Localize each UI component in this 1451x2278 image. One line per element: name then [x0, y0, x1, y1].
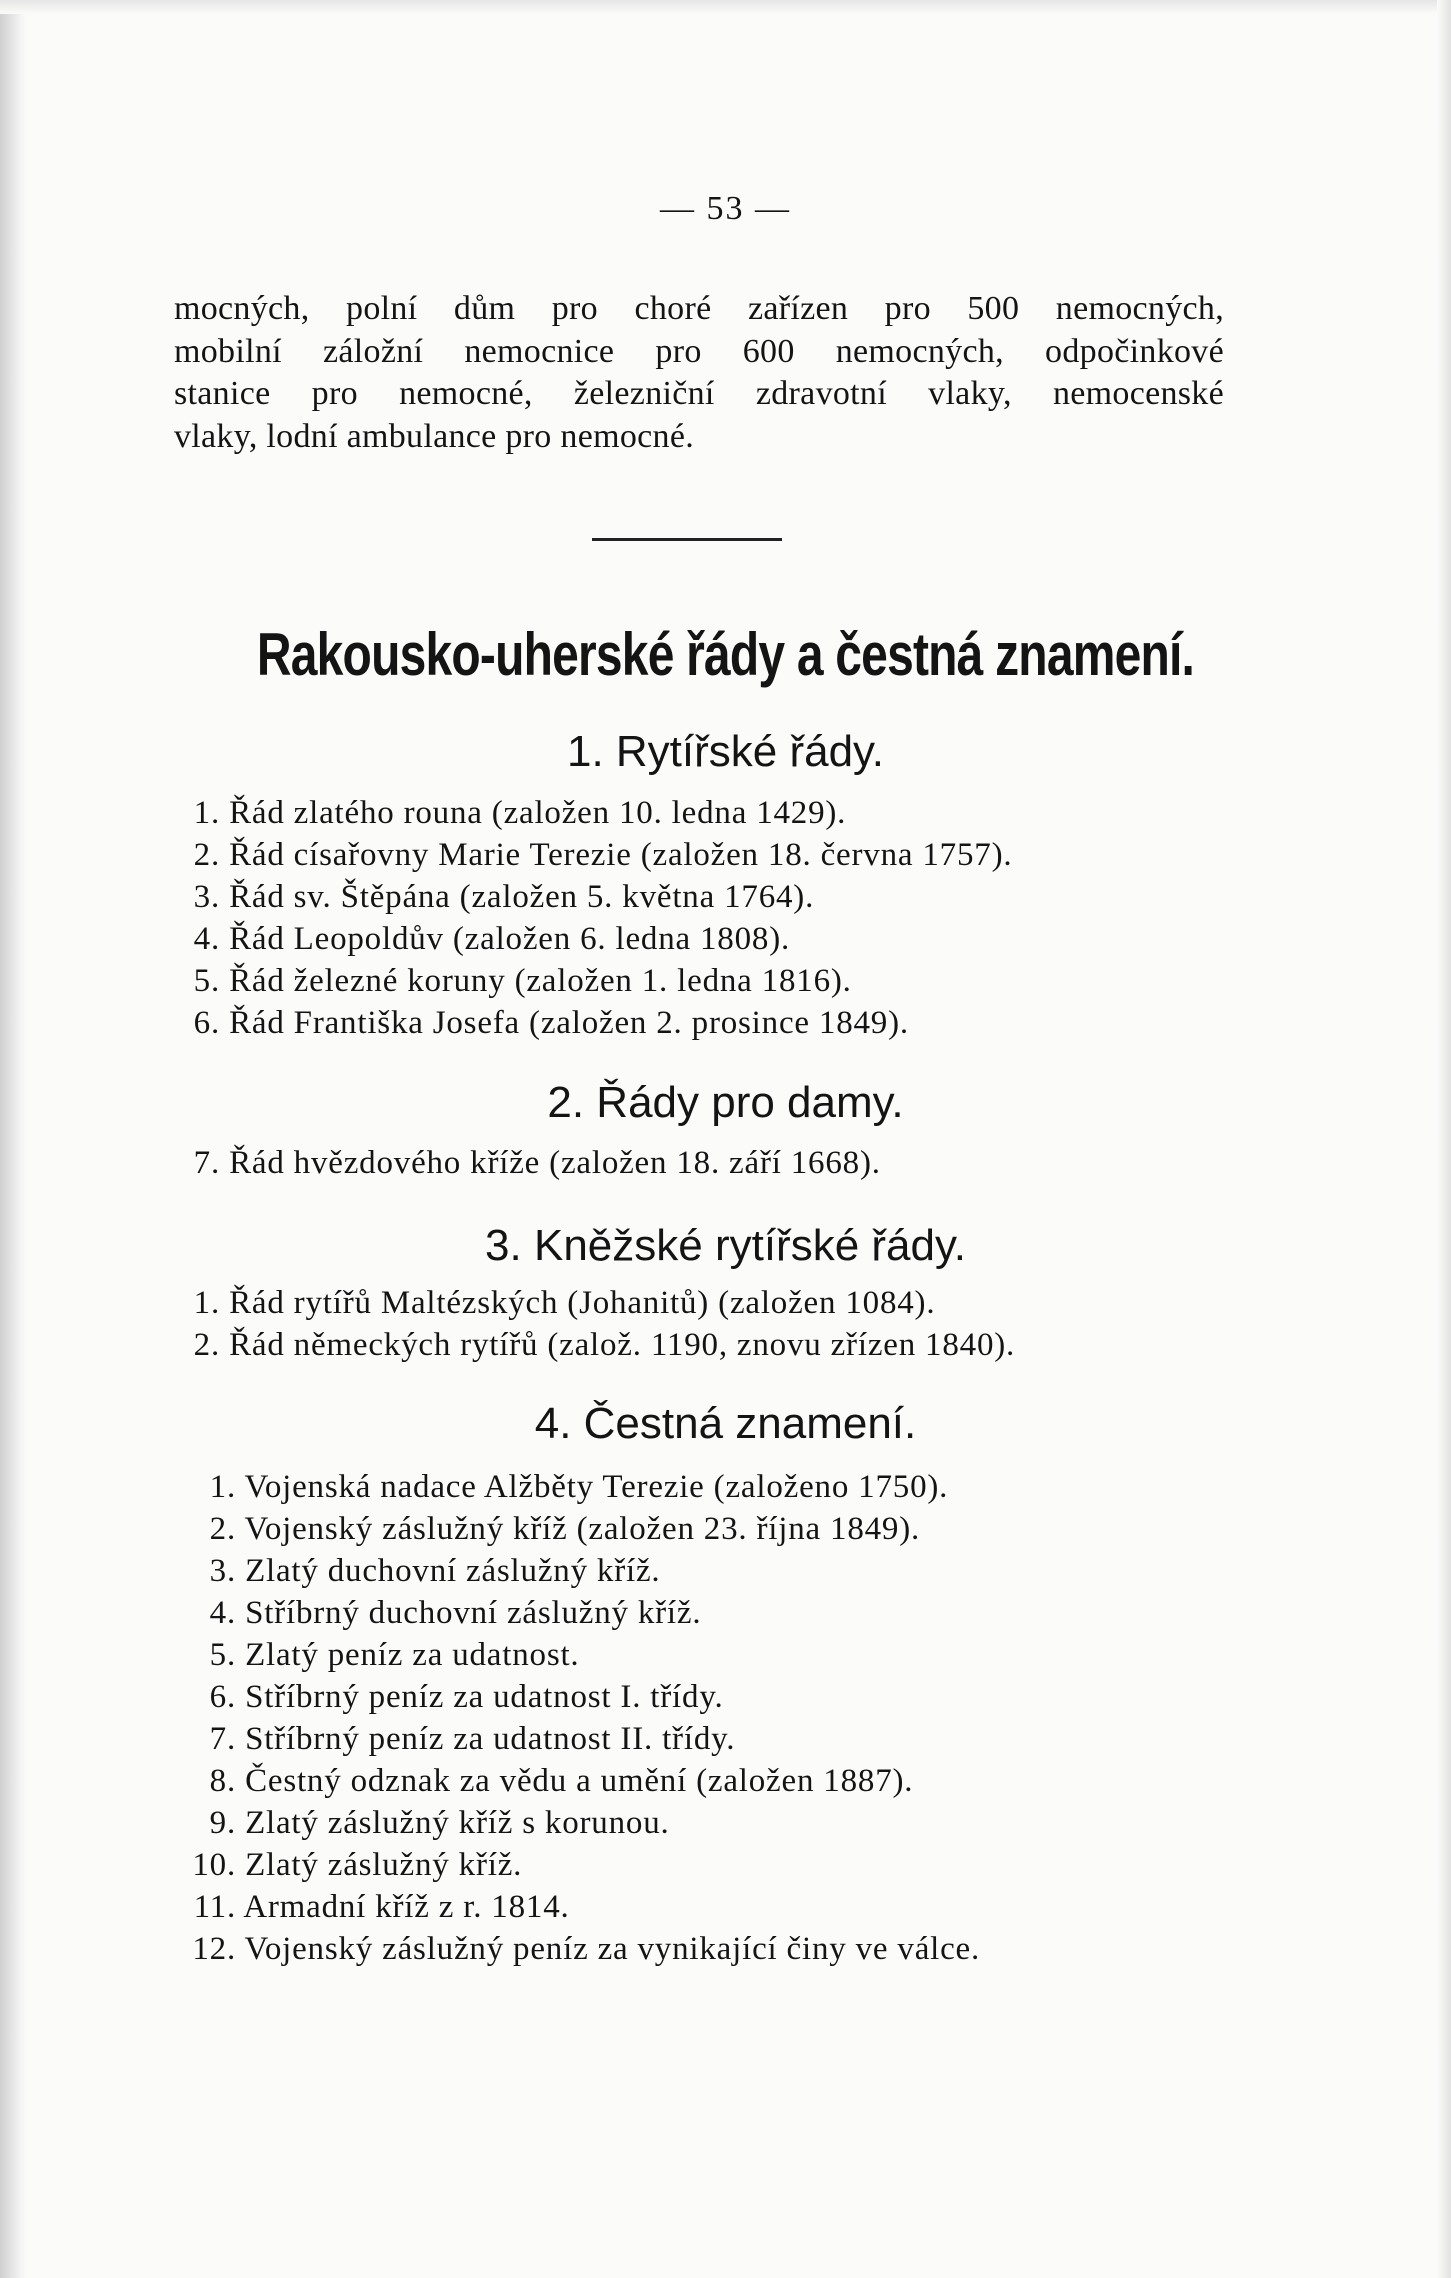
list-item: [180, 1469, 948, 1506]
list-item: [190, 795, 846, 832]
list-item: [180, 1805, 670, 1842]
list-item: [190, 1327, 1015, 1364]
list-item: [190, 963, 852, 1000]
item-number: 7.: [193, 1145, 220, 1181]
section-divider: [592, 538, 782, 541]
item-number: 1.: [193, 795, 220, 831]
item-text: Řád zlatého rouna (založen 10. ledna 1429).: [229, 795, 847, 831]
item-text: Armadní kříž z r. 1814.: [243, 1889, 570, 1925]
item-number: 1.: [193, 1285, 220, 1321]
item-text: Vojenská nadace Alžběty Terezie (založeno 1750).: [244, 1469, 949, 1505]
item-number: 5.: [193, 963, 220, 999]
item-number: 12.: [192, 1931, 236, 1967]
list-item: [180, 1595, 701, 1632]
item-number: 5.: [209, 1637, 236, 1673]
item-number: 4.: [209, 1595, 236, 1631]
section-heading-clerical-orders: 3. Kněžské rytířské řády.: [485, 1221, 966, 1270]
list-item: [180, 1721, 735, 1758]
item-number: 6.: [209, 1679, 236, 1715]
item-text: Vojenský záslužný peníz za vynikající činy ve válce.: [244, 1931, 981, 1967]
intro-paragraph: [174, 288, 1224, 458]
item-text: Stříbrný duchovní záslužný kříž.: [245, 1595, 702, 1631]
list-item: [180, 1553, 660, 1590]
item-number: 2.: [193, 1327, 220, 1363]
item-number: 3.: [209, 1553, 236, 1589]
list-item: [180, 1847, 522, 1884]
section-heading-knightly-orders: 1. Rytířské řády.: [566, 727, 885, 776]
item-number: 7.: [209, 1721, 236, 1757]
intro-line: stanice pro nemocné, železniční zdravotní vlaky, nemocenské: [174, 375, 1224, 412]
list-item: [180, 1637, 580, 1674]
item-text: Zlatý peníz za udatnost.: [245, 1637, 580, 1673]
item-text: Řád železné koruny (založen 1. ledna 1816).: [229, 963, 852, 999]
list-item: [190, 879, 814, 916]
item-text: Čestný odznak za vědu a umění (založen 1887).: [245, 1763, 914, 1799]
list-item: [190, 1005, 909, 1042]
item-text: Zlatý záslužný kříž.: [245, 1847, 523, 1883]
item-number: 1.: [209, 1469, 236, 1505]
item-text: Řád císařovny Marie Terezie (založen 18. června 1757).: [229, 837, 1013, 873]
list-item: [180, 1679, 724, 1716]
item-text: Řád Leopoldův (založen 6. ledna 1808).: [229, 921, 791, 957]
page-edge-left: [0, 0, 26, 2278]
item-text: Stříbrný peníz za udatnost II. třídy.: [245, 1721, 736, 1757]
item-text: Vojenský záslužný kříž (založen 23. října 1849).: [244, 1511, 921, 1547]
item-number: 3.: [193, 879, 220, 915]
list-item: [190, 1145, 881, 1182]
list-item: [180, 1931, 980, 1968]
list-item: [180, 1511, 920, 1548]
list-item: [190, 837, 1012, 874]
intro-line: mobilní záložní nemocnice pro 600 nemocných, odpočinkové: [174, 332, 1224, 370]
item-number: 2.: [193, 837, 220, 873]
item-number: 8.: [209, 1763, 236, 1799]
page-edge-top: [0, 0, 1451, 14]
list-item: [190, 921, 790, 958]
list-item: [190, 1285, 935, 1322]
item-text: Řád Františka Josefa (založen 2. prosince 1849).: [229, 1005, 909, 1041]
intro-line: mocných, polní dům pro choré zařízen pro 500 nemocných,: [174, 290, 1224, 327]
list-item: [180, 1889, 570, 1926]
section-heading-orders-for-ladies: 2. Řády pro damy.: [547, 1078, 904, 1127]
page-edge-right: [1437, 0, 1451, 2278]
item-text: Řád hvězdového kříže (založen 18. září 1668).: [229, 1145, 881, 1181]
item-number: 4.: [193, 921, 220, 957]
page-number: — 53 —: [660, 190, 791, 227]
intro-line: vlaky, lodní ambulance pro nemocné.: [174, 417, 695, 455]
item-number: 6.: [193, 1005, 220, 1041]
item-text: Řád sv. Štěpána (založen 5. května 1764).: [229, 879, 815, 915]
item-text: Stříbrný peníz za udatnost I. třídy.: [245, 1679, 724, 1715]
item-number: 2.: [209, 1511, 236, 1547]
item-number: 10.: [192, 1847, 236, 1883]
item-number: 9.: [209, 1805, 236, 1841]
list-item: [180, 1763, 913, 1800]
item-text: Řád rytířů Maltézských (Johanitů) (založen 1084).: [229, 1285, 936, 1321]
item-text: Zlatý záslužný kříž s korunou.: [245, 1805, 670, 1841]
item-text: Řád německých rytířů (založ. 1190, znovu zřízen 1840).: [229, 1327, 1016, 1363]
item-text: Zlatý duchovní záslužný kříž.: [245, 1553, 661, 1589]
item-number: 11.: [193, 1889, 236, 1925]
main-heading: Rakousko-uherské řády a čestná znamení.: [256, 621, 1195, 688]
section-heading-honorary-decorations: 4. Čestná znamení.: [534, 1399, 917, 1448]
